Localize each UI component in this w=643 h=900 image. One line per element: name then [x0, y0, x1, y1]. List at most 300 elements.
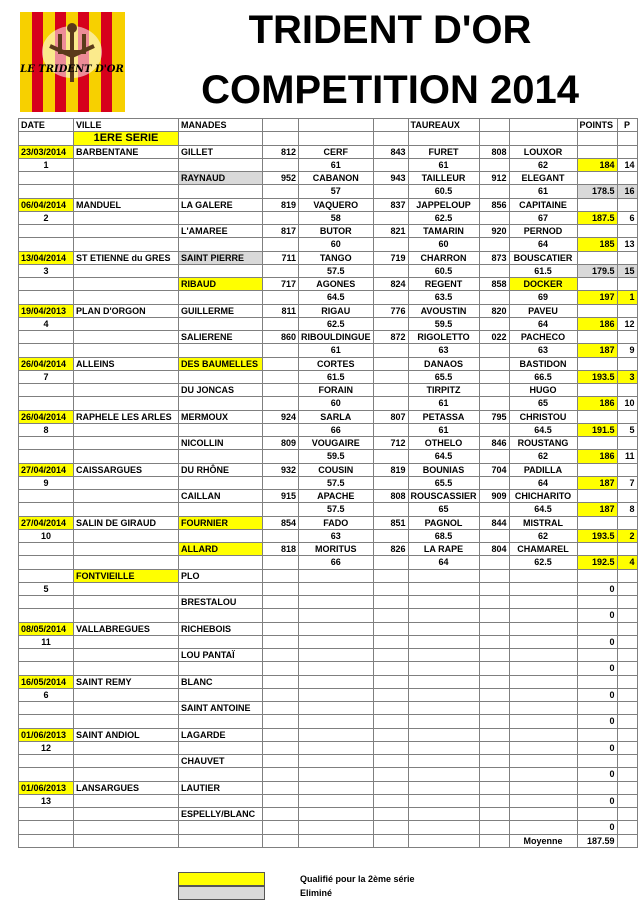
table-cell — [373, 384, 408, 397]
table-cell — [179, 768, 263, 781]
table-cell — [373, 741, 408, 754]
table-cell — [263, 715, 299, 728]
table-cell — [263, 370, 299, 383]
table-cell — [74, 662, 179, 675]
table-cell: 022 — [479, 331, 509, 344]
table-cell: 12 — [19, 741, 74, 754]
table-cell — [19, 569, 74, 582]
table-cell — [299, 662, 374, 675]
table-cell — [74, 556, 179, 569]
table-cell — [179, 344, 263, 357]
table-cell: 66 — [299, 423, 374, 436]
table-cell: COUSIN — [299, 463, 374, 476]
table-cell: 65.5 — [408, 476, 479, 489]
table-row — [19, 582, 638, 595]
table-cell — [509, 702, 577, 715]
table-cell: 64.5 — [509, 503, 577, 516]
table-cell — [19, 662, 74, 675]
table-cell — [479, 821, 509, 834]
table-cell — [299, 808, 374, 821]
table-cell — [408, 741, 479, 754]
table-cell — [299, 569, 374, 582]
table-cell: RICHEBOIS — [179, 622, 263, 635]
table-cell: 909 — [479, 490, 509, 503]
table-cell — [479, 158, 509, 171]
table-cell — [408, 582, 479, 595]
header-points: POINTS — [577, 119, 617, 132]
table-cell — [479, 556, 509, 569]
table-cell: 704 — [479, 463, 509, 476]
table-cell: ROUSCASSIER — [408, 490, 479, 503]
table-cell: ESPELLY/BLANC — [179, 808, 263, 821]
table-cell: 6 — [19, 688, 74, 701]
table-row — [19, 370, 638, 383]
table-cell: 61.5 — [509, 264, 577, 277]
table-cell — [617, 755, 637, 768]
table-cell — [577, 702, 617, 715]
table-cell — [299, 596, 374, 609]
table-cell: 59.5 — [408, 317, 479, 330]
table-cell — [19, 649, 74, 662]
table-cell — [74, 291, 179, 304]
table-cell: BLANC — [179, 675, 263, 688]
table-cell: BRESTALOU — [179, 596, 263, 609]
table-cell: PERNOD — [509, 225, 577, 238]
table-cell: 62 — [509, 158, 577, 171]
table-cell — [19, 834, 74, 847]
table-cell: 817 — [263, 225, 299, 238]
table-cell — [617, 145, 637, 158]
table-row — [19, 357, 638, 370]
table-cell — [19, 450, 74, 463]
table-cell — [179, 476, 263, 489]
table-cell — [179, 264, 263, 277]
table-cell — [408, 781, 479, 794]
table-cell: 924 — [263, 410, 299, 423]
table-cell: 27/04/2014 — [19, 463, 74, 476]
table-cell — [19, 596, 74, 609]
table-cell: 0 — [577, 609, 617, 622]
table-cell: BASTIDON — [509, 357, 577, 370]
table-cell: 819 — [263, 198, 299, 211]
table-cell — [19, 172, 74, 185]
table-cell — [617, 437, 637, 450]
table-cell — [179, 291, 263, 304]
table-cell — [179, 185, 263, 198]
table-row — [19, 794, 638, 807]
table-cell: SAINT ANDIOL — [74, 728, 179, 741]
table-cell: 824 — [373, 278, 408, 291]
table-cell — [263, 728, 299, 741]
table-cell — [179, 556, 263, 569]
table-row — [19, 384, 638, 397]
table-cell — [74, 808, 179, 821]
table-row — [19, 463, 638, 476]
table-cell — [19, 278, 74, 291]
table-cell — [19, 556, 74, 569]
table-cell — [263, 291, 299, 304]
table-cell — [74, 768, 179, 781]
table-row — [19, 649, 638, 662]
table-cell — [479, 211, 509, 224]
table-cell: TANGO — [299, 251, 374, 264]
table-cell: 66.5 — [509, 370, 577, 383]
table-cell: 26/04/2014 — [19, 410, 74, 423]
table-cell — [263, 781, 299, 794]
table-cell: 191.5 — [577, 423, 617, 436]
table-cell — [577, 728, 617, 741]
table-cell — [617, 728, 637, 741]
table-cell — [577, 569, 617, 582]
table-cell: 62.5 — [299, 317, 374, 330]
table-cell — [577, 649, 617, 662]
table-cell: 178.5 — [577, 185, 617, 198]
table-cell: 19/04/2013 — [19, 304, 74, 317]
table-cell — [509, 808, 577, 821]
table-cell — [408, 794, 479, 807]
table-cell: DANAOS — [408, 357, 479, 370]
table-cell — [179, 238, 263, 251]
table-cell: 808 — [373, 490, 408, 503]
table-cell: 0 — [577, 715, 617, 728]
table-cell — [617, 172, 637, 185]
table-cell: 826 — [373, 543, 408, 556]
table-cell — [373, 529, 408, 542]
table-cell: 0 — [577, 768, 617, 781]
table-cell: 16/05/2014 — [19, 675, 74, 688]
table-cell: 4 — [19, 317, 74, 330]
table-cell: DOCKER — [509, 278, 577, 291]
table-cell: 3 — [617, 370, 637, 383]
table-cell — [19, 384, 74, 397]
table-cell — [577, 543, 617, 556]
table-cell — [299, 768, 374, 781]
table-cell: L'AMAREE — [179, 225, 263, 238]
table-cell: 08/05/2014 — [19, 622, 74, 635]
table-cell: 67 — [509, 211, 577, 224]
results-table — [18, 118, 638, 848]
table-cell: 811 — [263, 304, 299, 317]
table-cell: 60 — [299, 397, 374, 410]
table-row — [19, 264, 638, 277]
table-cell: FORAIN — [299, 384, 374, 397]
table-cell: 0 — [577, 794, 617, 807]
table-cell: CAILLAN — [179, 490, 263, 503]
table-cell — [479, 622, 509, 635]
table-cell: 818 — [263, 543, 299, 556]
table-cell — [74, 450, 179, 463]
table-cell: 0 — [577, 741, 617, 754]
table-cell — [577, 463, 617, 476]
legend-swatch-eliminated — [178, 886, 265, 900]
table-cell: 846 — [479, 437, 509, 450]
table-cell: 63 — [299, 529, 374, 542]
table-cell — [299, 675, 374, 688]
table-cell: 7 — [617, 476, 637, 489]
table-cell: SAINT PIERRE — [179, 251, 263, 264]
table-cell — [479, 702, 509, 715]
table-cell: 15 — [617, 264, 637, 277]
table-cell — [509, 582, 577, 595]
table-cell — [74, 609, 179, 622]
table-cell: DES BAUMELLES — [179, 357, 263, 370]
table-cell — [617, 331, 637, 344]
table-cell: LOUXOR — [509, 145, 577, 158]
table-cell: 62 — [509, 450, 577, 463]
table-cell — [617, 582, 637, 595]
table-cell — [617, 410, 637, 423]
table-cell — [373, 582, 408, 595]
table-cell: ELEGANT — [509, 172, 577, 185]
header-ville: VILLE — [74, 119, 179, 132]
table-cell — [19, 609, 74, 622]
table-cell: 63 — [408, 344, 479, 357]
table-cell — [373, 596, 408, 609]
table-cell — [263, 755, 299, 768]
table-row — [19, 662, 638, 675]
table-cell — [509, 728, 577, 741]
table-cell — [19, 225, 74, 238]
table-cell — [617, 662, 637, 675]
table-cell: 61 — [408, 397, 479, 410]
table-cell — [408, 834, 479, 847]
table-cell — [373, 662, 408, 675]
table-cell: 184 — [577, 158, 617, 171]
legend-swatch-qualified — [178, 872, 265, 886]
table-cell — [373, 317, 408, 330]
table-row — [19, 251, 638, 264]
table-cell: PETASSA — [408, 410, 479, 423]
table-cell: MERMOUX — [179, 410, 263, 423]
table-cell — [74, 635, 179, 648]
table-cell: 61 — [299, 344, 374, 357]
table-cell — [617, 596, 637, 609]
table-cell: 57.5 — [299, 476, 374, 489]
table-cell: APACHE — [299, 490, 374, 503]
table-cell: 920 — [479, 225, 509, 238]
table-cell: 13 — [617, 238, 637, 251]
table-cell — [74, 384, 179, 397]
table-cell — [479, 781, 509, 794]
table-cell — [74, 715, 179, 728]
table-cell — [179, 609, 263, 622]
table-cell: OTHELO — [408, 437, 479, 450]
table-cell: REGENT — [408, 278, 479, 291]
table-cell — [263, 834, 299, 847]
table-cell: 807 — [373, 410, 408, 423]
table-cell — [408, 715, 479, 728]
table-cell — [408, 635, 479, 648]
table-cell — [617, 490, 637, 503]
table-cell: 858 — [479, 278, 509, 291]
table-cell — [74, 278, 179, 291]
table-cell — [373, 834, 408, 847]
table-cell — [179, 741, 263, 754]
table-cell — [617, 675, 637, 688]
table-cell — [479, 503, 509, 516]
table-cell — [509, 755, 577, 768]
table-cell: 60 — [299, 238, 374, 251]
table-cell: BOUNIAS — [408, 463, 479, 476]
table-cell: VOUGAIRE — [299, 437, 374, 450]
table-cell — [263, 529, 299, 542]
table-cell: 187.59 — [577, 834, 617, 847]
table-cell — [74, 344, 179, 357]
table-cell — [577, 410, 617, 423]
table-cell — [577, 357, 617, 370]
table-cell: 2 — [617, 529, 637, 542]
table-cell — [263, 317, 299, 330]
table-cell: VALLABREGUES — [74, 622, 179, 635]
table-cell: 197 — [577, 291, 617, 304]
table-cell — [179, 794, 263, 807]
table-cell — [19, 490, 74, 503]
table-cell — [299, 688, 374, 701]
table-cell: 64 — [509, 238, 577, 251]
table-cell: 7 — [19, 370, 74, 383]
table-cell: 179.5 — [577, 264, 617, 277]
table-cell: 26/04/2014 — [19, 357, 74, 370]
table-cell — [263, 741, 299, 754]
table-cell — [74, 238, 179, 251]
table-cell — [74, 370, 179, 383]
table-cell: 63 — [509, 344, 577, 357]
table-row — [19, 768, 638, 781]
table-cell — [373, 794, 408, 807]
table-cell — [479, 741, 509, 754]
table-cell — [617, 384, 637, 397]
table-cell: 717 — [263, 278, 299, 291]
table-cell — [617, 357, 637, 370]
table-cell — [74, 172, 179, 185]
table-cell — [74, 490, 179, 503]
table-cell — [617, 834, 637, 847]
table-cell — [408, 609, 479, 622]
table-cell — [373, 556, 408, 569]
table-cell: 712 — [373, 437, 408, 450]
table-cell — [74, 225, 179, 238]
table-cell: 10 — [617, 397, 637, 410]
table-cell — [479, 755, 509, 768]
table-cell: 808 — [479, 145, 509, 158]
table-cell: 719 — [373, 251, 408, 264]
table-cell: MORITUS — [299, 543, 374, 556]
table-cell — [617, 741, 637, 754]
table-cell — [373, 702, 408, 715]
table-cell — [373, 291, 408, 304]
table-cell — [263, 158, 299, 171]
table-row — [19, 211, 638, 224]
table-cell: 6 — [617, 211, 637, 224]
table-cell — [509, 781, 577, 794]
table-cell — [373, 649, 408, 662]
svg-text:LE TRIDENT D'OR: LE TRIDENT D'OR — [20, 64, 124, 75]
table-cell: PLAN D'ORGON — [74, 304, 179, 317]
table-cell: PAGNOL — [408, 516, 479, 529]
table-cell: CHARRON — [408, 251, 479, 264]
table-cell: 186 — [577, 397, 617, 410]
table-cell — [479, 834, 509, 847]
table-cell: LOU PANTAÏ — [179, 649, 263, 662]
table-row — [19, 702, 638, 715]
table-cell — [373, 622, 408, 635]
table-cell — [617, 304, 637, 317]
table-cell — [617, 543, 637, 556]
table-cell: BUTOR — [299, 225, 374, 238]
table-cell: 776 — [373, 304, 408, 317]
title-line-2: COMPETITION 2014 — [201, 68, 579, 112]
table-cell: 952 — [263, 172, 299, 185]
table-row — [19, 529, 638, 542]
table-cell — [299, 582, 374, 595]
table-cell: 943 — [373, 172, 408, 185]
table-cell — [509, 715, 577, 728]
table-cell — [263, 635, 299, 648]
table-cell: PACHECO — [509, 331, 577, 344]
table-cell — [74, 755, 179, 768]
table-cell: 860 — [263, 331, 299, 344]
table-row — [19, 198, 638, 211]
table-cell: RIBOULDINGUE — [299, 331, 374, 344]
table-cell: 65 — [509, 397, 577, 410]
table-cell — [74, 423, 179, 436]
table-cell — [74, 211, 179, 224]
table-cell — [373, 397, 408, 410]
table-cell — [263, 211, 299, 224]
table-cell — [509, 675, 577, 688]
table-cell — [509, 609, 577, 622]
table-cell — [479, 596, 509, 609]
table-cell — [408, 675, 479, 688]
table-cell — [479, 728, 509, 741]
table-cell: 10 — [19, 529, 74, 542]
table-cell: LAUTIER — [179, 781, 263, 794]
table-row — [19, 516, 638, 529]
table-row — [19, 278, 638, 291]
table-cell — [479, 688, 509, 701]
table-cell — [479, 317, 509, 330]
table-cell — [19, 397, 74, 410]
table-cell — [479, 384, 509, 397]
table-row — [19, 808, 638, 821]
table-cell — [617, 278, 637, 291]
table-cell — [179, 688, 263, 701]
table-cell — [577, 331, 617, 344]
table-cell: DU RHÔNE — [179, 463, 263, 476]
table-cell — [299, 821, 374, 834]
table-cell: 64.5 — [509, 423, 577, 436]
table-cell: 64 — [509, 476, 577, 489]
table-cell — [408, 622, 479, 635]
table-cell — [479, 344, 509, 357]
table-cell: 11 — [617, 450, 637, 463]
serie-row — [19, 132, 638, 145]
table-cell — [74, 185, 179, 198]
table-cell — [74, 503, 179, 516]
table-cell — [19, 768, 74, 781]
table-cell: 16 — [617, 185, 637, 198]
table-cell — [299, 715, 374, 728]
table-cell — [408, 569, 479, 582]
table-cell — [19, 437, 74, 450]
table-cell: 854 — [263, 516, 299, 529]
table-cell: DU JONCAS — [179, 384, 263, 397]
table-cell: 64.5 — [408, 450, 479, 463]
table-cell: SAINT ANTOINE — [179, 702, 263, 715]
table-cell — [479, 423, 509, 436]
table-cell — [179, 158, 263, 171]
table-cell: Moyenne — [509, 834, 577, 847]
